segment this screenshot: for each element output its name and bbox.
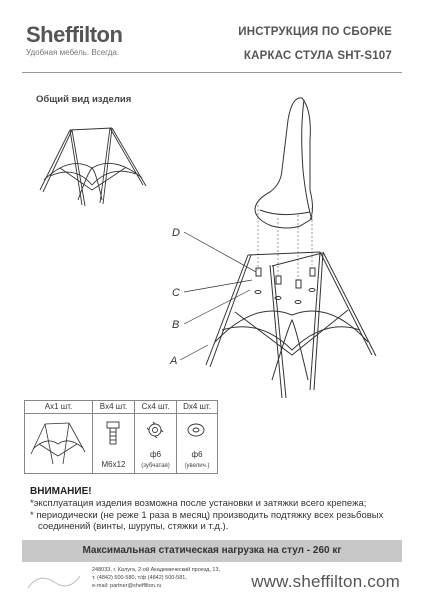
footer-logo-mark [24,570,84,592]
logo-slogan: Удобная мебель. Всегда. [26,48,120,57]
part-d-head: Dx4 шт. [177,401,217,414]
footer-address-line-2: т. (4842) 500-580, т/ф (4842) 500-581, [92,575,187,581]
part-c-label: ф6 [149,450,162,459]
part-c [135,401,177,473]
callout-a: A [170,355,178,367]
frame-overview-drawing [30,110,160,210]
warning-line-3: соединений (винты, шурупы, стяжки и т.д.). [38,521,229,532]
logo [26,24,122,58]
general-view-label: Общий вид изделия [36,94,132,105]
part-d-label: ф6 [191,450,203,459]
logo-text: Sheffilton [26,22,123,47]
doc-subtitle: КАРКАС СТУЛА SHT-S107 [243,50,392,62]
footer-website[interactable]: www.sheffilton.com [251,572,400,591]
callout-b: B [172,319,180,331]
part-d-sub: (увелич.) [184,463,210,469]
part-a [25,401,93,473]
part-c-sub: (зубчатая) [141,463,170,469]
chair-exploded-drawing [160,80,410,400]
footer-address-line-3: e-mail: partner@sheffilton.ru [92,583,162,589]
part-b-head: Bx4 шт. [93,401,134,414]
part-b-label: M6x12 [101,460,126,469]
part-c-head: Cx4 шт. [135,401,176,414]
bolt-icon [93,414,133,454]
frame-part-icon [25,414,91,470]
footer-address-line-1: 248033, г. Калуга, 2-ой Академический проезд, 13, [92,567,221,573]
callout-c: C [172,287,180,299]
callout-d: D [172,227,180,239]
lock-washer-icon [135,414,175,444]
doc-title: ИНСТРУКЦИЯ ПО СБОРКЕ [238,26,392,38]
max-load-bar: Максимальная статическая нагрузка на стул - 260 кг [22,540,402,562]
parts-table [24,400,218,474]
warning-notes [30,486,400,533]
part-a-head: Ax1 шт. [25,401,92,414]
warning-line-1: *эксплуатация изделия возможна после установки и затяжки всего крепежа; [30,498,367,509]
flat-washer-icon [177,414,215,444]
part-d [177,401,217,473]
warning-line-2: * периодически (не реже 1 раза в месяц) производить подтяжку всех резьбовых [30,509,384,521]
footer-address [92,566,220,590]
warning-title: ВНИМАНИЕ! [30,486,92,497]
header [0,0,424,76]
header-divider [22,72,402,73]
part-b [93,401,135,473]
